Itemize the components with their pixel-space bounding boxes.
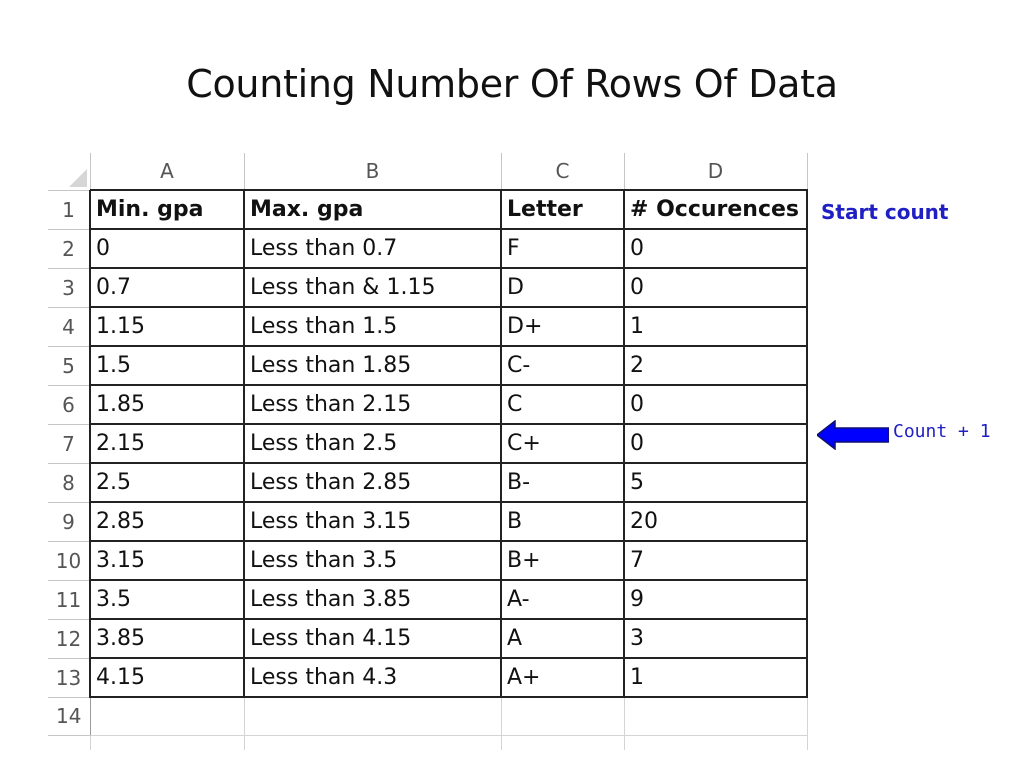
empty-cell bbox=[244, 736, 501, 751]
table-row bbox=[48, 502, 807, 541]
cell-occurences[interactable]: 0 bbox=[624, 424, 807, 463]
cell-min-gpa[interactable]: 0 bbox=[90, 229, 244, 268]
row-header[interactable]: 10 bbox=[48, 541, 90, 580]
cell-min-gpa[interactable]: 3.85 bbox=[90, 619, 244, 658]
row-header[interactable]: 5 bbox=[48, 346, 90, 385]
cell-min-gpa[interactable]: 1.85 bbox=[90, 385, 244, 424]
count-plus-one-annotation: Count + 1 bbox=[893, 421, 991, 442]
cell-occurences[interactable]: 0 bbox=[624, 268, 807, 307]
cell-occurences[interactable]: 1 bbox=[624, 307, 807, 346]
column-header-c[interactable]: C bbox=[501, 153, 624, 190]
cell-max-gpa[interactable]: Less than 2.5 bbox=[244, 424, 501, 463]
header-cell-max-gpa[interactable]: Max. gpa bbox=[244, 190, 501, 229]
header-cell-occurences[interactable]: # Occurences bbox=[624, 190, 807, 229]
row-header[interactable]: 13 bbox=[48, 658, 90, 697]
cell-max-gpa[interactable]: Less than 1.5 bbox=[244, 307, 501, 346]
cell-max-gpa[interactable]: Less than 4.15 bbox=[244, 619, 501, 658]
empty-cell bbox=[624, 736, 807, 751]
cell-letter[interactable]: C+ bbox=[501, 424, 624, 463]
spreadsheet bbox=[48, 153, 808, 750]
cell-letter[interactable]: F bbox=[501, 229, 624, 268]
row-header[interactable]: 7 bbox=[48, 424, 90, 463]
cell-occurences[interactable]: 20 bbox=[624, 502, 807, 541]
start-count-annotation: Start count bbox=[821, 200, 949, 224]
cell-max-gpa[interactable]: Less than 3.15 bbox=[244, 502, 501, 541]
table-row bbox=[48, 463, 807, 502]
cell-letter[interactable]: B+ bbox=[501, 541, 624, 580]
empty-cell[interactable] bbox=[501, 697, 624, 736]
cell-letter[interactable]: A bbox=[501, 619, 624, 658]
table-row bbox=[48, 424, 807, 463]
table-row bbox=[48, 268, 807, 307]
cell-max-gpa[interactable]: Less than 0.7 bbox=[244, 229, 501, 268]
column-header-b[interactable]: B bbox=[244, 153, 501, 190]
cell-min-gpa[interactable]: 2.15 bbox=[90, 424, 244, 463]
empty-cell[interactable] bbox=[244, 697, 501, 736]
cell-occurences[interactable]: 5 bbox=[624, 463, 807, 502]
table-row bbox=[48, 385, 807, 424]
empty-cell[interactable] bbox=[624, 697, 807, 736]
cell-max-gpa[interactable]: Less than 1.85 bbox=[244, 346, 501, 385]
select-all-corner[interactable] bbox=[48, 153, 90, 190]
cell-min-gpa[interactable]: 3.5 bbox=[90, 580, 244, 619]
cell-min-gpa[interactable]: 0.7 bbox=[90, 268, 244, 307]
table-row bbox=[48, 229, 807, 268]
row-header[interactable]: 4 bbox=[48, 307, 90, 346]
table-row-partial bbox=[48, 736, 807, 751]
row-header[interactable]: 14 bbox=[48, 697, 90, 736]
cell-letter[interactable]: C- bbox=[501, 346, 624, 385]
empty-cell bbox=[90, 736, 244, 751]
cell-letter[interactable]: B bbox=[501, 502, 624, 541]
table-row bbox=[48, 346, 807, 385]
header-cell-letter[interactable]: Letter bbox=[501, 190, 624, 229]
column-header-d[interactable]: D bbox=[624, 153, 807, 190]
table-row bbox=[48, 580, 807, 619]
cell-max-gpa[interactable]: Less than 3.85 bbox=[244, 580, 501, 619]
empty-cell[interactable] bbox=[90, 697, 244, 736]
column-header-a[interactable]: A bbox=[90, 153, 244, 190]
cell-min-gpa[interactable]: 1.5 bbox=[90, 346, 244, 385]
cell-letter[interactable]: D+ bbox=[501, 307, 624, 346]
table-row bbox=[48, 619, 807, 658]
cell-occurences[interactable]: 3 bbox=[624, 619, 807, 658]
table-row bbox=[48, 658, 807, 697]
table-row bbox=[48, 697, 807, 736]
empty-cell bbox=[501, 736, 624, 751]
row-header[interactable]: 12 bbox=[48, 619, 90, 658]
cell-max-gpa[interactable]: Less than 2.85 bbox=[244, 463, 501, 502]
table-row bbox=[48, 541, 807, 580]
cell-min-gpa[interactable]: 2.85 bbox=[90, 502, 244, 541]
cell-max-gpa[interactable]: Less than 4.3 bbox=[244, 658, 501, 697]
cell-max-gpa[interactable]: Less than 2.15 bbox=[244, 385, 501, 424]
cell-min-gpa[interactable]: 3.15 bbox=[90, 541, 244, 580]
row-header[interactable]: 8 bbox=[48, 463, 90, 502]
table-row bbox=[48, 307, 807, 346]
cell-min-gpa[interactable]: 2.5 bbox=[90, 463, 244, 502]
select-all-triangle-icon bbox=[69, 169, 87, 187]
row-header[interactable]: 9 bbox=[48, 502, 90, 541]
left-arrow-icon bbox=[817, 420, 889, 450]
row-header[interactable]: 2 bbox=[48, 229, 90, 268]
slide-title: Counting Number Of Rows Of Data bbox=[186, 62, 838, 106]
cell-min-gpa[interactable]: 1.15 bbox=[90, 307, 244, 346]
row-header[interactable]: 1 bbox=[48, 190, 90, 229]
cell-occurences[interactable]: 0 bbox=[624, 385, 807, 424]
cell-occurences[interactable]: 0 bbox=[624, 229, 807, 268]
cell-min-gpa[interactable]: 4.15 bbox=[90, 658, 244, 697]
row-header[interactable]: 3 bbox=[48, 268, 90, 307]
cell-occurences[interactable]: 7 bbox=[624, 541, 807, 580]
row-header-partial bbox=[48, 736, 90, 751]
cell-letter[interactable]: B- bbox=[501, 463, 624, 502]
header-cell-min-gpa[interactable]: Min. gpa bbox=[90, 190, 244, 229]
cell-letter[interactable]: A- bbox=[501, 580, 624, 619]
cell-max-gpa[interactable]: Less than 3.5 bbox=[244, 541, 501, 580]
cell-occurences[interactable]: 2 bbox=[624, 346, 807, 385]
cell-letter[interactable]: A+ bbox=[501, 658, 624, 697]
cell-occurences[interactable]: 1 bbox=[624, 658, 807, 697]
row-header[interactable]: 6 bbox=[48, 385, 90, 424]
cell-letter[interactable]: D bbox=[501, 268, 624, 307]
row-header[interactable]: 11 bbox=[48, 580, 90, 619]
cell-max-gpa[interactable]: Less than & 1.15 bbox=[244, 268, 501, 307]
cell-occurences[interactable]: 9 bbox=[624, 580, 807, 619]
cell-letter[interactable]: C bbox=[501, 385, 624, 424]
